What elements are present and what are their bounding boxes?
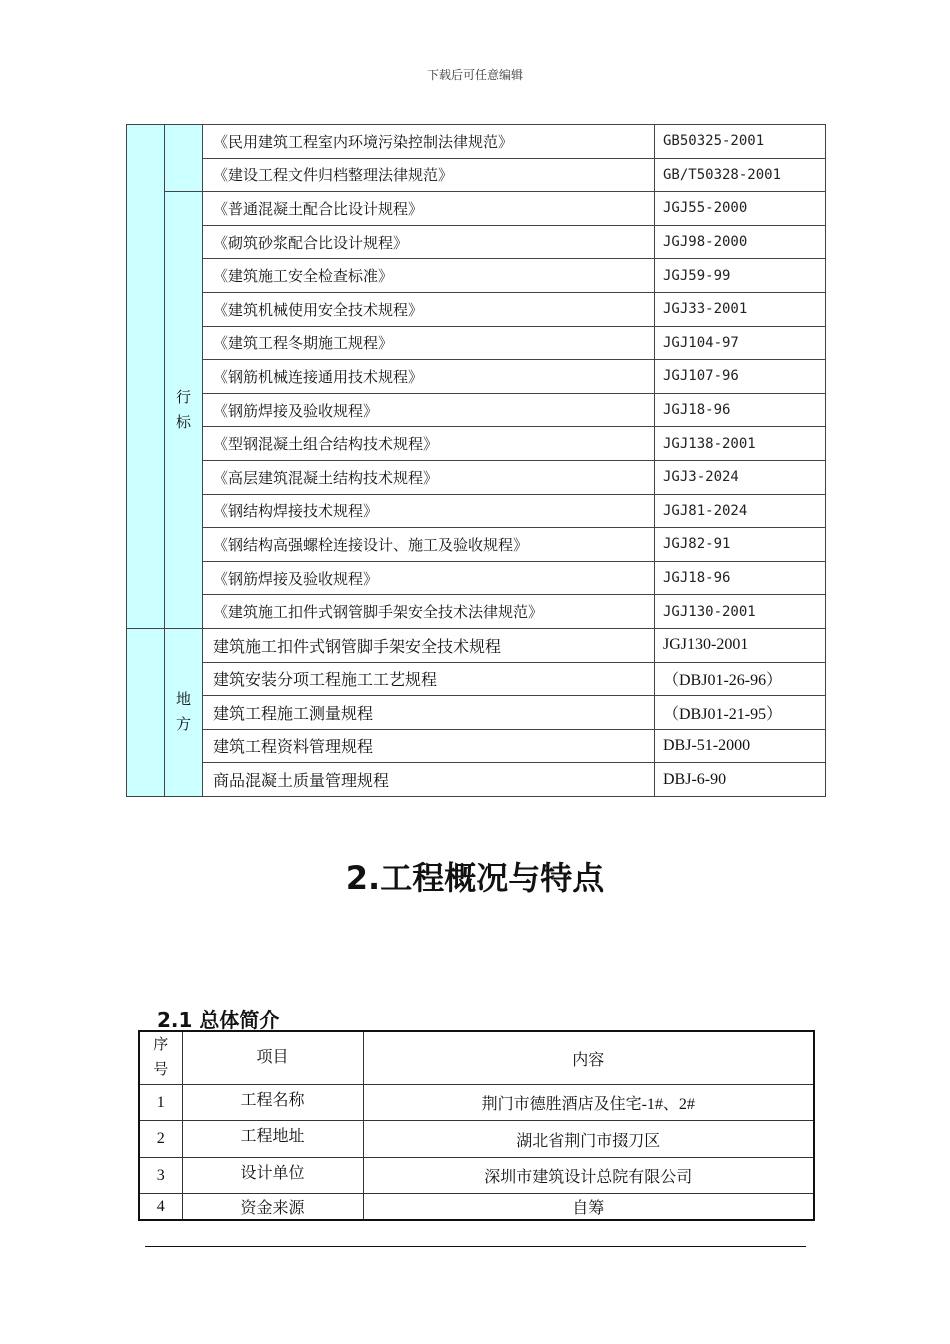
category-cell [127, 628, 165, 796]
row-item: 工程名称 [182, 1085, 363, 1121]
standards-table [126, 124, 826, 797]
table-row [139, 1194, 814, 1221]
standard-name: 建筑安装分项工程施工工艺规程 [203, 662, 655, 696]
row-content: 深圳市建筑设计总院有限公司 [363, 1158, 814, 1194]
table-row [127, 225, 826, 259]
standard-name: 《高层建筑混凝土结构技术规程》 [203, 460, 655, 494]
table-row [127, 561, 826, 595]
standard-code: （DBJ01-26-96） [655, 662, 826, 696]
table-row [127, 192, 826, 226]
header-seq: 序号 [139, 1031, 182, 1085]
standard-code: JGJ107-96 [655, 360, 826, 394]
overview-header-row [139, 1031, 814, 1085]
page-header-note: 下载后可任意编辑 [426, 68, 523, 82]
standard-code: JGJ59-99 [655, 259, 826, 293]
standard-code: JGJ18-96 [655, 393, 826, 427]
standard-name: 《建筑施工安全检查标准》 [203, 259, 655, 293]
section-title: 2.工程概况与特点 [345, 859, 605, 897]
group-label-text: 地方 [175, 690, 191, 734]
standard-code: JGJ55-2000 [655, 192, 826, 226]
table-row [139, 1158, 814, 1194]
standard-code: DBJ-6-90 [655, 763, 826, 797]
row-content: 荆门市德胜酒店及住宅-1#、2# [363, 1085, 814, 1121]
standard-name: 《型钢混凝土组合结构技术规程》 [203, 427, 655, 461]
table-row [127, 662, 826, 696]
standard-code: JGJ18-96 [655, 561, 826, 595]
standard-name: 《建筑施工扣件式钢管脚手架安全技术法律规范》 [203, 595, 655, 629]
row-item: 工程地址 [182, 1121, 363, 1158]
table-row [127, 729, 826, 763]
table-row [127, 528, 826, 562]
table-row [127, 427, 826, 461]
standard-name: 《钢结构高强螺栓连接设计、施工及验收规程》 [203, 528, 655, 562]
standard-code: JGJ33-2001 [655, 292, 826, 326]
standard-name: 《钢结构焊接技术规程》 [203, 494, 655, 528]
standard-name: 《砌筑砂浆配合比设计规程》 [203, 225, 655, 259]
table-row [139, 1121, 814, 1158]
standard-name: 《建筑机械使用安全技术规程》 [203, 292, 655, 326]
row-seq: 3 [139, 1158, 182, 1194]
standard-name: 《普通混凝土配合比设计规程》 [203, 192, 655, 226]
footer-divider [145, 1246, 806, 1247]
standard-code: GB50325-2001 [655, 125, 826, 159]
standard-name: 《建设工程文件归档整理法律规范》 [203, 158, 655, 192]
standard-code: GB/T50328-2001 [655, 158, 826, 192]
standard-name: 《民用建筑工程室内环境污染控制法律规范》 [203, 125, 655, 159]
standard-code: JGJ130-2001 [655, 628, 826, 662]
standard-name: 建筑工程施工测量规程 [203, 696, 655, 730]
group-label-text: 行标 [175, 388, 191, 432]
standard-name: 《钢筋焊接及验收规程》 [203, 393, 655, 427]
standard-code: JGJ104-97 [655, 326, 826, 360]
table-row [127, 158, 826, 192]
row-seq: 2 [139, 1121, 182, 1158]
table-row [127, 259, 826, 293]
header-content: 内容 [363, 1031, 814, 1085]
group-label-difang [165, 628, 203, 796]
row-item: 设计单位 [182, 1158, 363, 1194]
group-label-hangbiao [165, 192, 203, 629]
standard-code: JGJ138-2001 [655, 427, 826, 461]
table-row [127, 360, 826, 394]
category-cell [127, 125, 165, 629]
standard-code: JGJ82-91 [655, 528, 826, 562]
row-content: 自筹 [363, 1194, 814, 1221]
table-row [127, 628, 826, 662]
row-item: 资金来源 [182, 1194, 363, 1221]
header-item: 项目 [182, 1031, 363, 1085]
table-row [127, 393, 826, 427]
standard-name: 《钢筋机械连接通用技术规程》 [203, 360, 655, 394]
table-row [127, 494, 826, 528]
subcategory-cell [165, 125, 203, 192]
standard-name: 《建筑工程冬期施工规程》 [203, 326, 655, 360]
standard-name: 《钢筋焊接及验收规程》 [203, 561, 655, 595]
overview-table [138, 1030, 815, 1221]
table-row [127, 763, 826, 797]
standard-code: JGJ130-2001 [655, 595, 826, 629]
standard-code: DBJ-51-2000 [655, 729, 826, 763]
row-seq: 4 [139, 1194, 182, 1221]
table-row [127, 696, 826, 730]
standard-name: 建筑工程资料管理规程 [203, 729, 655, 763]
table-row [127, 460, 826, 494]
standard-name: 建筑施工扣件式钢管脚手架安全技术规程 [203, 628, 655, 662]
row-content: 湖北省荆门市掇刀区 [363, 1121, 814, 1158]
table-row [127, 326, 826, 360]
standard-code: （DBJ01-21-95） [655, 696, 826, 730]
standard-name: 商品混凝土质量管理规程 [203, 763, 655, 797]
table-row [127, 292, 826, 326]
table-row [127, 125, 826, 159]
standard-code: JGJ98-2000 [655, 225, 826, 259]
standard-code: JGJ81-2024 [655, 494, 826, 528]
table-row [127, 595, 826, 629]
row-seq: 1 [139, 1085, 182, 1121]
subsection-title: 2.1 总体简介 [157, 1008, 280, 1032]
standard-code: JGJ3-2024 [655, 460, 826, 494]
table-row [139, 1085, 814, 1121]
